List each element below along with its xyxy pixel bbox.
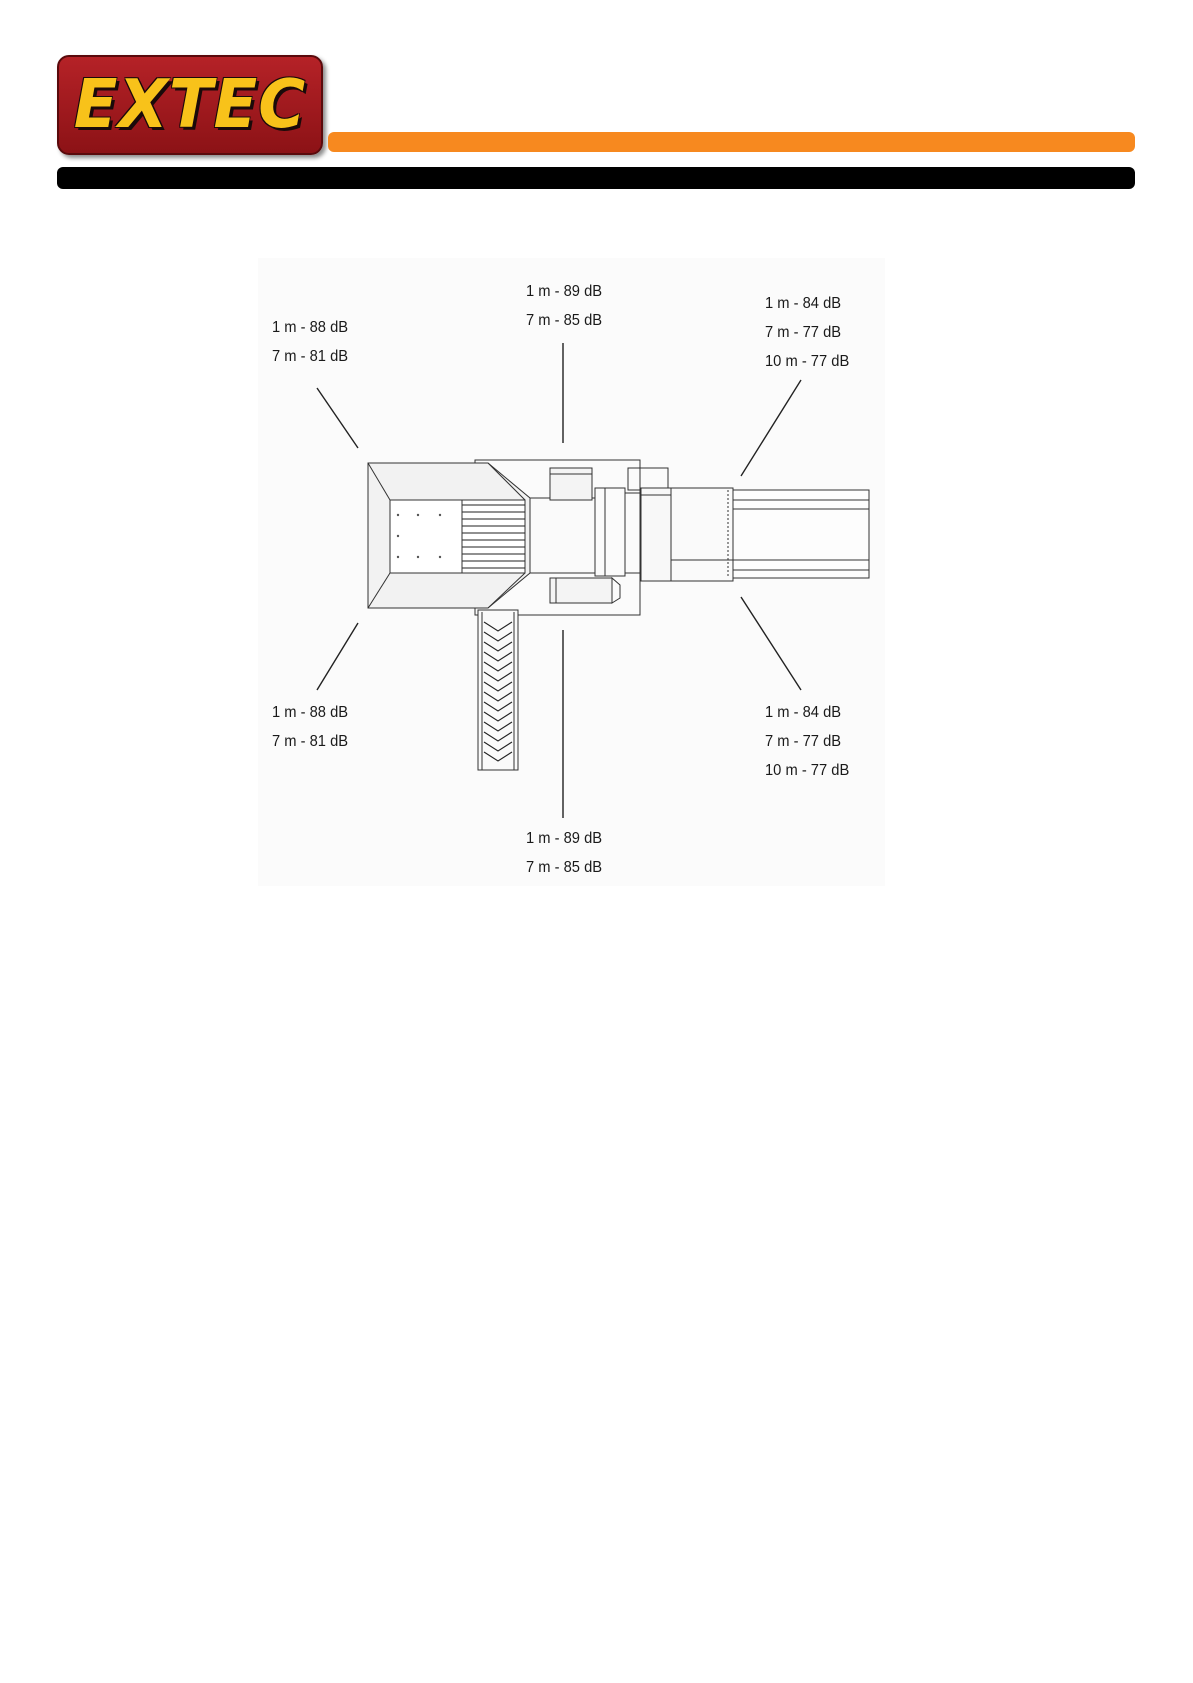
reading-7m: 7 m - 85 dB: [526, 859, 603, 876]
leader-line-bottom-right: [741, 597, 801, 690]
noise-label-top-right: [765, 289, 849, 376]
noise-label-bottom-right: [765, 698, 849, 785]
reading-1m: 1 m - 88 dB: [272, 319, 349, 336]
reading-1m: 1 m - 84 dB: [765, 704, 842, 721]
reading-7m: 7 m - 77 dB: [765, 324, 842, 341]
reading-1m: 1 m - 89 dB: [526, 830, 603, 847]
noise-label-bottom-center: [526, 824, 602, 882]
noise-label-top-left: [272, 313, 348, 371]
reading-1m: 1 m - 89 dB: [526, 283, 603, 300]
reading-10m: 10 m - 77 dB: [765, 762, 850, 779]
noise-label-bottom-left: [272, 698, 348, 756]
leader-line-top-left: [317, 388, 358, 448]
leader-line-bottom-left: [317, 623, 358, 690]
reading-7m: 7 m - 81 dB: [272, 733, 349, 750]
noise-label-top-center: [526, 277, 602, 335]
reading-1m: 1 m - 88 dB: [272, 704, 349, 721]
reading-1m: 1 m - 84 dB: [765, 295, 842, 312]
reading-7m: 7 m - 85 dB: [526, 312, 603, 329]
reading-10m: 10 m - 77 dB: [765, 353, 850, 370]
reading-7m: 7 m - 81 dB: [272, 348, 349, 365]
logo-text: EXTEC: [73, 66, 307, 144]
leader-line-top-right: [741, 380, 801, 476]
reading-7m: 7 m - 77 dB: [765, 733, 842, 750]
